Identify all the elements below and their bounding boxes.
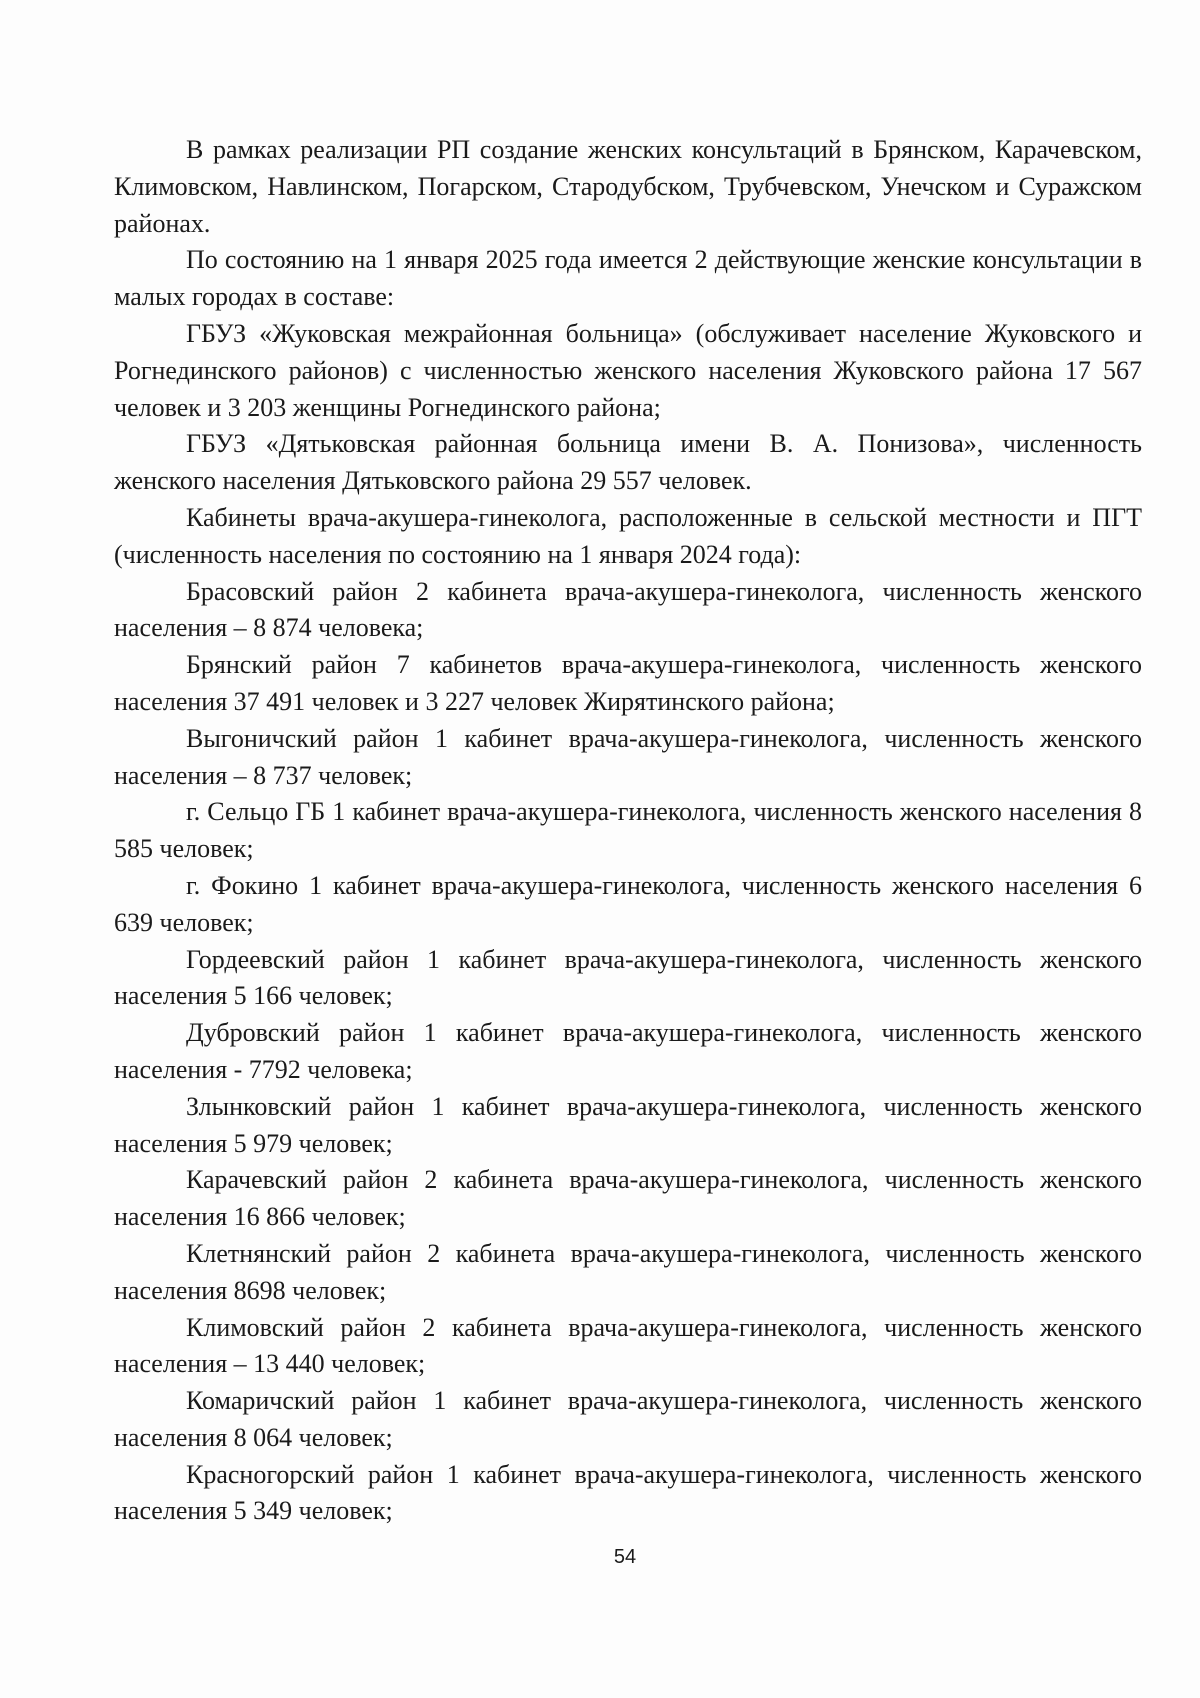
paragraph-brasovsky: Брасовский район 2 кабинета врача-акушера-гинеколога, численность женского населения – 8 874 человека; — [114, 576, 1142, 643]
paragraph-zlynkovsky: Злынковский район 1 кабинет врача-акушера-гинеколога, численность женского населения 5 979 человек; — [114, 1091, 1142, 1158]
paragraph-komarichsky: Комаричский район 1 кабинет врача-акушера-гинеколога, численность женского населения 8 064 человек; — [114, 1386, 1142, 1452]
paragraph-fokino: г. Фокино 1 кабинет врача-акушера-гинеколога, численность женского населения 6 639 человек; — [114, 870, 1142, 937]
paragraph-seltso: г. Сельцо ГБ 1 кабинет врача-акушера-гинеколога, численность женского населения 8 585 человек; — [114, 797, 1142, 864]
paragraph-cabinets-intro: Кабинеты врача-акушера-гинеколога, расположенные в сельской местности и ПГТ (численность населения по состоянию на 1 января 2024 года): — [114, 502, 1142, 569]
paragraph-gordeevsky: Гордеевский район 1 кабинет врача-акушера-гинеколога, численность женского населения 5 166 человек; — [114, 944, 1142, 1011]
paragraph-dyatkovo: ГБУЗ «Дятьковская районная больница имени В. А. Понизова», численность женского населения Дятьковского района 29 557 человек. — [114, 429, 1142, 496]
paragraph-kletnyansky: Клетнянский район 2 кабинета врача-акушера-гинеколога, численность женского населения 8698 человек; — [114, 1238, 1142, 1305]
paragraph-klimovsky: Климовский район 2 кабинета врача-акушера-гинеколога, численность женского населения – 13 440 человек; — [114, 1312, 1142, 1379]
paragraph-krasnogorsky: Красногорский район 1 кабинет врача-акушера-гинеколога, численность женского населения 5 349 человек; — [114, 1459, 1142, 1526]
paragraph-intro: В рамках реализации РП создание женских консультаций в Брянском, Карачевском, Климовском, Навлинском, Погарском, Стародубском, Трубчевском, Унечском и Суражском районах. — [114, 135, 1142, 238]
page-number: 54 — [613, 1546, 637, 1568]
document-body — [114, 132, 1142, 1530]
paragraph-zhukovka: ГБУЗ «Жуковская межрайонная больница» (обслуживает население Жуковского и Рогнединского районов) с численностью женского населения Жуковского района 17 567 человек и 3 203 женщины Рогнединского района; — [114, 318, 1142, 422]
paragraph-dubrovsky: Дубровский район 1 кабинет врача-акушера-гинеколога, численность женского населения - 7792 человека; — [114, 1018, 1142, 1084]
paragraph-status: По состоянию на 1 января 2025 года имеется 2 действующие женские консультации в малых городах в составе: — [114, 245, 1142, 312]
paragraph-bryansky: Брянский район 7 кабинетов врача-акушера-гинеколога, численность женского населения 37 491 человек и 3 227 человек Жирятинского района; — [114, 650, 1142, 716]
paragraph-vygonichsky: Выгоничский район 1 кабинет врача-акушера-гинеколога, численность женского населения – 8 737 человек; — [114, 723, 1142, 790]
paragraph-karachevsky: Карачевский район 2 кабинета врача-акушера-гинеколога, численность женского населения 16 866 человек; — [114, 1165, 1142, 1232]
